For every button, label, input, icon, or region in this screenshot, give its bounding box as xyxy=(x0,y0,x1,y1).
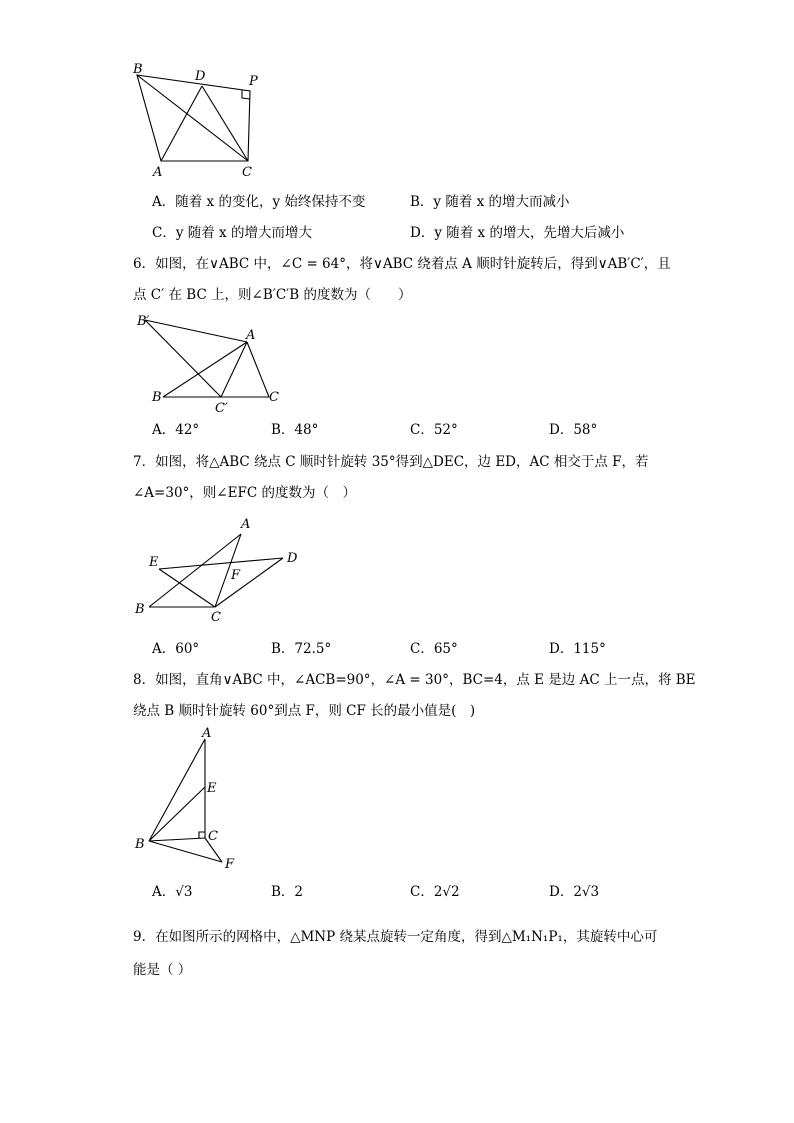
q5-option-a[interactable]: A．随着 x 的变化，y 始终保持不变 xyxy=(152,194,366,210)
label-C: C xyxy=(208,829,218,844)
label-D: D xyxy=(195,69,206,84)
q8-option-a[interactable]: A．√3 xyxy=(152,884,193,900)
figure-q5 xyxy=(125,58,275,183)
q8-stem-line2: 绕点 B 顺时针旋转 60°到点 F，则 CF 长的最小值是( ) xyxy=(133,703,476,719)
q6-stem-line2: 点 C′ 在 BC 上，则∠B′C′B 的度数为（ ） xyxy=(133,287,412,303)
q8-stem-line1: 8．如图，直角∨ABC 中，∠ACB=90°，∠A = 30°，BC=4，点 E 是边 AC 上一点，将 BE xyxy=(133,672,696,688)
q7-option-b[interactable]: B．72.5° xyxy=(271,641,332,657)
label-A: A xyxy=(246,328,256,343)
q9-stem-line2: 能是（ ） xyxy=(133,962,192,978)
q7-stem-line2: ∠A=30°，则∠EFC 的度数为（ ） xyxy=(133,485,356,501)
label-C: C xyxy=(269,390,279,405)
label-E: E xyxy=(149,555,159,570)
q7-option-c[interactable]: C．65° xyxy=(410,641,458,657)
label-B-prime: B′ xyxy=(137,314,150,329)
label-B: B xyxy=(152,390,162,405)
label-C: C xyxy=(242,165,252,180)
label-C: C xyxy=(211,610,221,625)
figure-q6 xyxy=(125,308,300,418)
label-F: F xyxy=(231,568,241,583)
q7-option-a[interactable]: A．60° xyxy=(152,641,200,657)
q7-stem-line1: 7．如图，将△ABC 绕点 C 顺时针旋转 35°得到△DEC，边 ED，AC 相交于点 F，若 xyxy=(133,454,649,470)
q7-option-d[interactable]: D．115° xyxy=(549,641,606,657)
label-C-prime: C′ xyxy=(215,401,228,416)
figure-q8 xyxy=(125,725,255,875)
q6-option-d[interactable]: D．58° xyxy=(549,422,598,438)
q8-option-d[interactable]: D．2√3 xyxy=(549,884,600,900)
q6-stem-line1: 6．如图，在∨ABC 中，∠C = 64°，将∨ABC 绕着点 A 顺时针旋转后，得到∨AB′C′，且 xyxy=(133,256,671,272)
q8-option-b[interactable]: B．2 xyxy=(271,884,304,900)
q6-option-b[interactable]: B．48° xyxy=(271,422,319,438)
q6-option-a[interactable]: A．42° xyxy=(152,422,200,438)
q8-option-c[interactable]: C．2√2 xyxy=(410,884,460,900)
q9-stem-line1: 9．在如图所示的网格中，△MNP 绕某点旋转一定角度，得到△M₁N₁P₁，其旋转中心可 xyxy=(133,929,658,945)
label-A: A xyxy=(153,165,163,180)
label-A: A xyxy=(241,517,251,532)
label-A: A xyxy=(202,726,212,741)
label-B: B xyxy=(135,602,145,617)
label-B: B xyxy=(133,62,143,77)
q6-option-c[interactable]: C．52° xyxy=(410,422,458,438)
q5-option-c[interactable]: C．y 随着 x 的增大而增大 xyxy=(152,225,312,241)
label-E: E xyxy=(207,781,217,796)
q5-option-d[interactable]: D．y 随着 x 的增大，先增大后减小 xyxy=(410,225,625,241)
label-B: B xyxy=(135,837,145,852)
label-D: D xyxy=(287,551,298,566)
q5-option-b[interactable]: B．y 随着 x 的增大而减小 xyxy=(410,194,570,210)
label-F: F xyxy=(225,857,235,872)
label-P: P xyxy=(249,74,258,89)
figure-q7 xyxy=(125,512,315,627)
